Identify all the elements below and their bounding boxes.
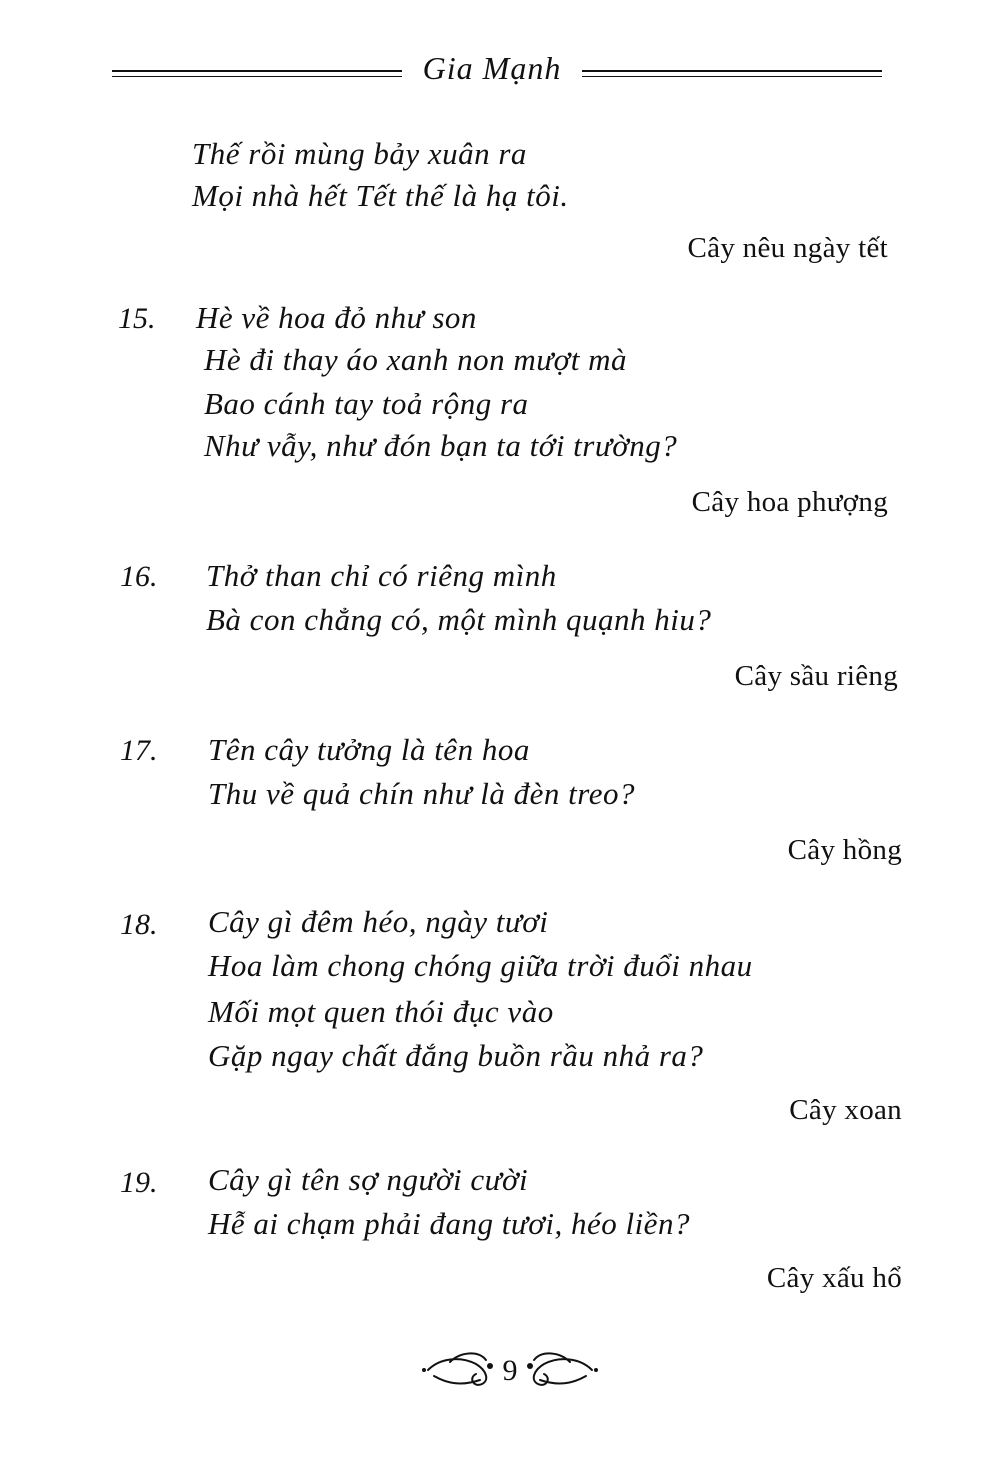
verse-line: Thế rồi mùng bảy xuân ra [192,136,527,171]
verse-line: Cây gì đêm héo, ngày tươi [208,904,549,939]
riddle-answer: Cây xấu hổ [766,1262,902,1294]
verse-line: Gặp ngay chất đắng buồn rầu nhả ra? [208,1038,704,1073]
verse-line: Hoa làm chong chóng giữa trời đuổi nhau [208,948,753,983]
riddle-number: 19. [120,1166,158,1199]
riddle-answer: Cây hồng [787,834,902,866]
riddle-answer: Cây nêu ngày tết [687,232,888,264]
header-rule-right [582,70,882,81]
verse-line: Hễ ai chạm phải đang tươi, héo liền? [208,1206,690,1241]
page-number: 9 [502,1354,518,1387]
riddle-number: 18. [120,908,158,941]
header-title: Gia Mạnh [422,50,562,86]
verse-line: Thu về quả chín như là đèn treo? [208,776,635,811]
riddle-number: 17. [120,734,158,767]
riddle-answer: Cây sầu riêng [734,660,898,692]
verse-line: Tên cây tưởng là tên hoa [208,732,530,767]
verse-line: Hè về hoa đỏ như son [196,300,477,335]
verse-line: Như vẫy, như đón bạn ta tới trường? [204,428,678,463]
verse-line: Bao cánh tay toả rộng ra [204,386,529,421]
verse-line: Thở than chỉ có riêng mình [206,558,557,593]
verse-line: Cây gì tên sợ người cười [208,1162,529,1197]
verse-line: Hè đi thay áo xanh non mượt mà [204,342,627,377]
verse-line: Mọi nhà hết Tết thế là hạ tôi. [192,178,569,213]
riddle-number: 16. [120,560,158,593]
verse-line: Bà con chẳng có, một mình quạnh hiu? [206,602,712,637]
riddle-answer: Cây hoa phượng [691,486,888,518]
page-footer [420,1340,600,1400]
riddle-answer: Cây xoan [789,1094,902,1126]
running-header [112,50,882,90]
riddle-number: 15. [118,302,156,335]
verse-line: Mối mọt quen thói đục vào [208,994,554,1029]
header-rule-left [112,70,402,81]
